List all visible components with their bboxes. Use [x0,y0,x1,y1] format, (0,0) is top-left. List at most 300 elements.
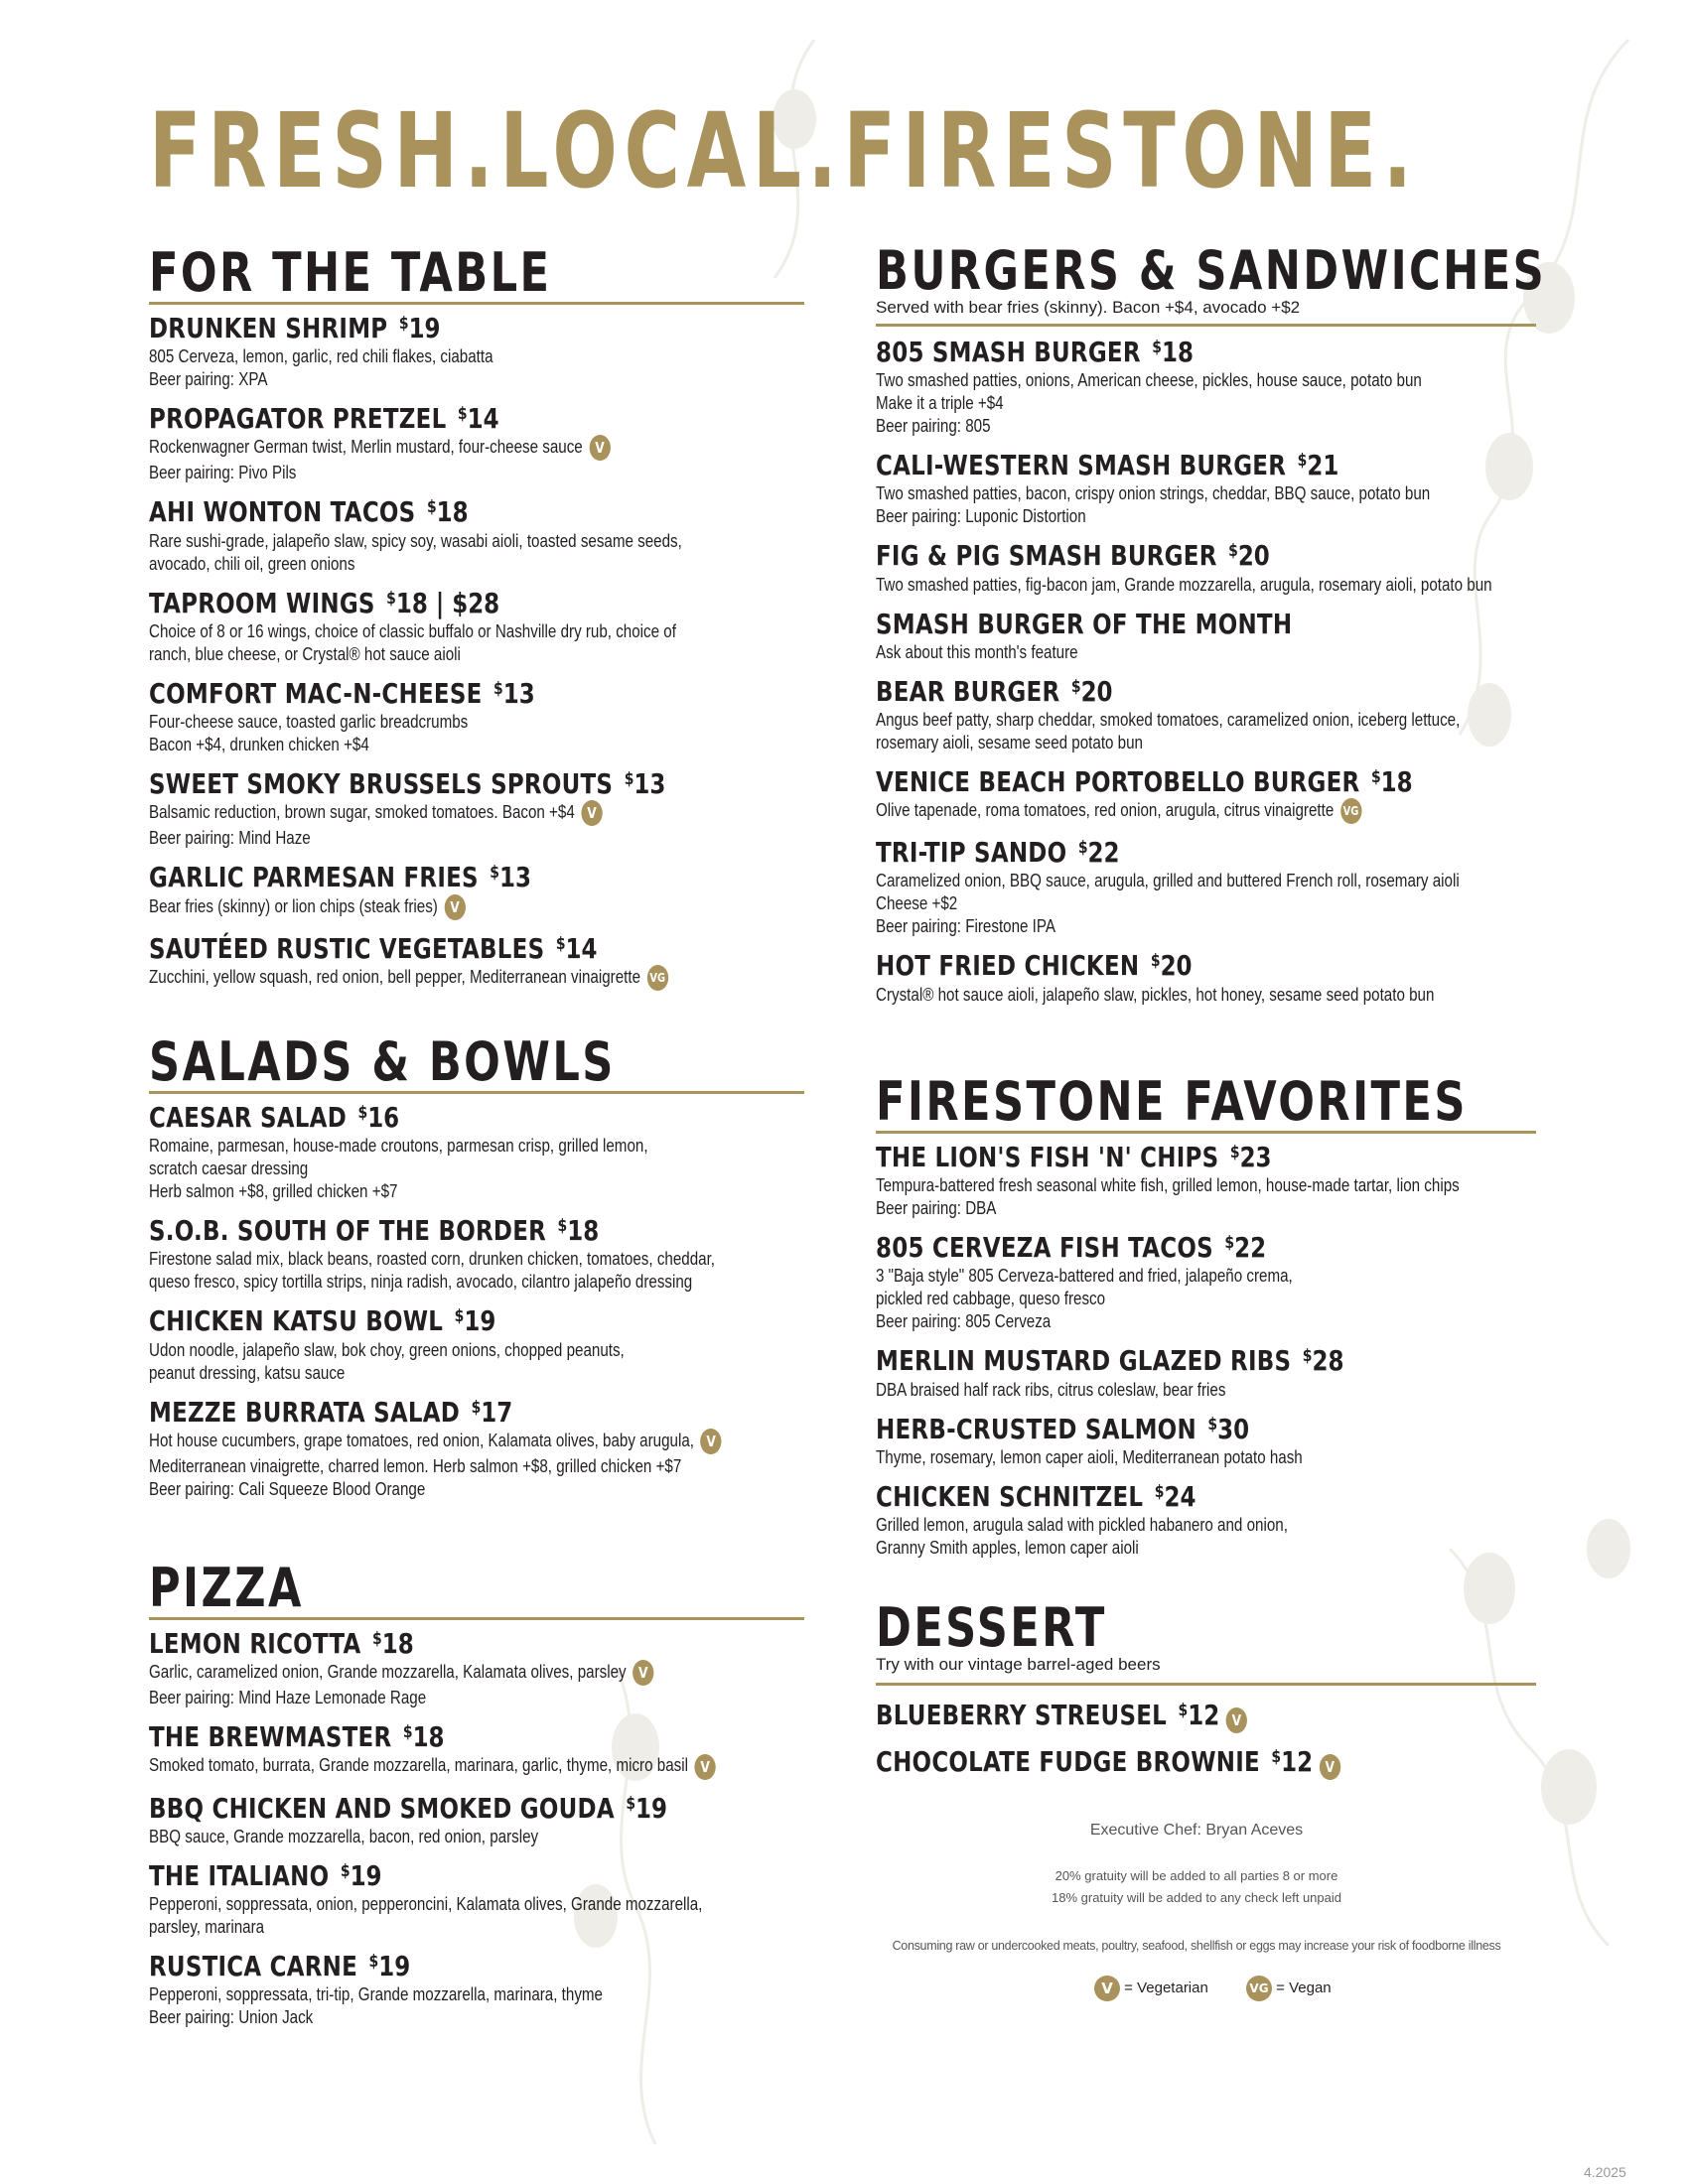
menu-item-description-text: Rare sushi-grade, jalapeño slaw, spicy soy, wasabi aioli, toasted sesame seeds, [149,529,682,551]
menu-item-price-value: 23 [1239,1141,1272,1173]
menu-item-description-text: Beer pairing: Pivo Pils [149,462,297,483]
menu-item-description [876,983,1435,1006]
menu-item-description-text: Caramelized onion, BBQ sauce, arugula, grilled and buttered French roll, rosemary aioli [876,870,1460,891]
menu-item [876,1481,1536,1559]
menu-item [149,862,804,919]
menu-item-header [149,1215,686,1247]
menu-item-price: $22 [1224,1231,1267,1265]
menu-item-name: THE ITALIANO [149,1858,330,1892]
menu-item-price: $19 [626,1791,667,1825]
gratuity-note-2: 18% gratuity will be added to any check left unpaid [1052,1890,1341,1905]
menu-item-description [876,481,1431,504]
menu-item-price: $24 [1154,1479,1196,1513]
menu-item-price-value: 13 [502,676,535,710]
menu-item-price: $19 [398,312,441,344]
vegan-badge-icon: VG [1246,1976,1272,2001]
menu-item-price: $22 [1077,836,1120,870]
menu-item-price-value: 19 [635,1791,667,1825]
menu-item-description [149,1361,686,1384]
menu-item-description-text: Four-cheese sauce, toasted garlic breadcrumbs [149,711,469,733]
vegetarian-badge-icon: V [701,1429,722,1454]
menu-item-name: CHOCOLATE FUDGE BROWNIE [876,1744,1260,1778]
menu-item-description-text: Beer pairing: XPA [149,368,268,390]
menu-item-description [149,367,686,390]
menu-item-price: $16 [357,1101,400,1134]
menu-item-price: $21 [1297,449,1339,482]
menu-item-header [149,496,686,528]
menu-item-name: CAESAR SALAD [149,1101,348,1134]
section-pizza [149,1554,804,2041]
item-list [876,1700,1536,1780]
menu-item-description [876,891,1417,914]
menu-item-header [149,1628,686,1660]
menu-item-header [876,1481,1417,1513]
menu-item-description-text: Grilled lemon, arugula salad with pickled habanero and onion, [876,1513,1288,1535]
menu-item-description [149,642,686,665]
menu-item [149,768,804,849]
section-heading: DESSERT [876,1596,1107,1659]
menu-item-description-text: Zucchini, yellow squash, red onion, bell pepper, Mediterranean vinaigrette [149,965,641,987]
menu-item-description [149,461,686,483]
menu-item-description-text: Beer pairing: Luponic Distortion [876,505,1086,527]
section-heading: SALADS & BOWLS [149,1027,804,1094]
menu-item-name: BBQ CHICKEN AND SMOKED GOUDA [149,1791,615,1825]
foodborne-warning: Consuming raw or undercooked meats, poultry, seafood, shellfish or eggs may increase your risk of foodborne illness [892,1939,1501,1953]
menu-item-header [876,1700,1417,1733]
menu-item-description-text: Make it a triple +$4 [876,392,1004,414]
menu-item-name: SMASH BURGER OF THE MONTH [876,607,1293,640]
menu-item [876,1700,1536,1733]
menu-item-description-text: Beer pairing: Firestone IPA [876,915,1056,937]
menu-item-description [149,800,686,826]
menu-item-description-text: queso fresco, spicy tortilla strips, ninja radish, avocado, cilantro jalapeño dressing [149,1271,693,1293]
menu-item-price-value: 18 [436,495,469,529]
menu-item-price: $30 [1207,1412,1250,1445]
menu-item-description-text: Pepperoni, soppressata, onion, pepperoncini, Kalamata olives, Grande mozzarella, [149,1892,703,1914]
menu-item-description [876,1196,1417,1219]
menu-item-header [876,766,1417,798]
menu-item-price: $18 [402,1720,445,1754]
menu-item-description [149,1982,686,2005]
menu-item-header [876,1345,1417,1377]
menu-item-description-text: Beer pairing: Mind Haze Lemonade Rage [149,1687,427,1708]
menu-item-price-value: 21 [1307,449,1339,482]
menu-item-price: $17 [471,1395,513,1429]
menu-item-description [149,435,686,461]
menu-item [876,1746,1536,1780]
menu-item-description [876,708,1461,731]
menu-item-description-text: Beer pairing: 805 Cerveza [876,1310,1052,1332]
menu-item-description [876,1264,1417,1287]
menu-item-header [149,933,686,965]
menu-item-description [149,1892,703,1915]
menu-item-price: $12 [1271,1744,1314,1778]
menu-item-description-text: Beer pairing: Union Jack [149,2006,314,2028]
vegetarian-badge-icon: V [633,1660,653,1686]
menu-item [149,313,804,390]
menu-item-name: 805 CERVEZA FISH TACOS [876,1231,1213,1265]
menu-item-description [876,1536,1417,1559]
menu-item-description-text: Angus beef patty, sharp cheddar, smoked tomatoes, caramelized onion, iceberg lettuce, [876,708,1461,730]
menu-item-description [876,1309,1417,1332]
menu-item-price-value: 18 | $28 [395,586,500,619]
menu-item [876,609,1536,663]
menu-item-description [149,1270,693,1293]
menu-item-price-value: 17 [481,1395,513,1429]
menu-item-description-text: Balsamic reduction, brown sugar, smoked tomatoes. Bacon +$4 [149,801,575,823]
menu-item-price: $13 [493,676,535,710]
menu-item-description [149,1915,686,1938]
section-heading: BURGERS & SANDWICHES [876,239,1547,302]
menu-item-description-text: Bear fries (skinny) or lion chips (steak fries) [149,894,438,916]
section-salads-bowls [149,1027,804,1513]
menu-item [876,450,1536,527]
menu-item-name: SWEET SMOKY BRUSSELS SPROUTS [149,767,614,801]
legend-vegetarian: = Vegetarian [1124,1979,1208,1996]
menu-item [876,766,1536,824]
menu-item-description [149,710,686,733]
menu-item-description [876,1378,1417,1401]
menu-item-header [149,1793,686,1825]
item-list [149,1628,804,2028]
menu-item-price: $18 [372,1627,414,1660]
menu-item [149,588,804,665]
menu-item-price-value: 19 [350,1858,382,1892]
menu-item-name: PROPAGATOR PRETZEL [149,402,447,436]
menu-item-name: CHICKEN KATSU BOWL [149,1304,444,1338]
menu-item-description-text: Granny Smith apples, lemon caper aioli [876,1536,1139,1558]
menu-item-description-text: Olive tapenade, roma tomatoes, red onion, arugula, citrus vinaigrette [876,799,1335,821]
menu-item-name: CALI-WESTERN SMASH BURGER [876,449,1287,482]
menu-item-price: $19 [454,1304,496,1338]
menu-item-price: $18 [426,495,469,529]
menu-item-description-text: Beer pairing: DBA [876,1197,997,1219]
menu-item-header [149,1102,686,1134]
menu-item-price: $14 [555,931,598,965]
menu-item-header [876,1232,1417,1264]
menu-item-description-text: pickled red cabbage, queso fresco [876,1288,1106,1309]
menu-item-header [149,768,686,800]
menu-item-description [149,1454,686,1477]
menu-item-price: $18 [1152,336,1194,368]
menu-item-description [876,573,1492,596]
menu-item-price-value: 18 [1380,764,1413,798]
menu-item-price-value: 20 [1237,539,1270,573]
section-heading: PIZZA [149,1554,804,1620]
menu-item-price-value: 12 [1188,1699,1220,1731]
menu-item-description [149,1338,686,1361]
menu-item-description-text: DBA braised half rack ribs, citrus coleslaw, bear fries [876,1378,1226,1400]
menu-item-description-text: Beer pairing: 805 [876,415,991,437]
section-for-the-table [149,238,804,1004]
menu-item [149,1215,804,1293]
executive-chef: Executive Chef: Bryan Aceves [1089,1822,1304,1839]
menu-item [149,1951,804,2028]
section-burgers-sandwiches [876,236,1547,1019]
menu-item-price: $18 [557,1214,600,1248]
menu-item-description [149,1247,716,1270]
menu-item-description [149,619,686,642]
menu-item-description-text: Rockenwagner German twist, Merlin mustard, four-cheese sauce [149,436,583,458]
menu-item-description-text: ranch, blue cheese, or Crystal® hot sauce aioli [149,642,461,664]
menu-item-description [149,552,686,575]
menu-item-price: $28 [1302,1344,1344,1378]
menu-item-header [876,950,1417,982]
menu-item-description-text: Beer pairing: Cali Squeeze Blood Orange [149,1477,426,1499]
menu-item-header [876,837,1417,869]
menu-item [149,1793,804,1847]
menu-item-price: $19 [340,1858,382,1892]
menu-item-description-text: Two smashed patties, fig-bacon jam, Grande mozzarella, arugula, rosemary aioli, potato bun [876,573,1492,595]
gratuity-note-1: 20% gratuity will be added to all parties 8 or more [1055,1868,1338,1883]
menu-item-header [876,337,1417,368]
menu-item-name: 805 SMASH BURGER [876,336,1141,368]
menu-item-description-text: Garlic, caramelized onion, Grande mozzarella, Kalamata olives, parsley [149,1661,627,1683]
menu-item-price-value: 14 [565,931,598,965]
legend-vegan: = Vegan [1276,1979,1332,1996]
menu-item-name: BLUEBERRY STREUSEL [876,1699,1168,1731]
menu-item-description [876,391,1417,414]
menu-item-description-text: 805 Cerveza, lemon, garlic, red chili flakes, ciabatta [149,345,493,367]
menu-item-description-text: scratch caesar dressing [149,1158,309,1179]
menu-item-price: $18 | $28 [386,586,500,619]
menu-item-header [149,1305,686,1337]
menu-item [876,950,1536,1005]
menu-item-price-value: 12 [1281,1744,1314,1778]
section-note: Served with bear fries (skinny). Bacon +$4, avocado +$2 [876,298,1536,327]
menu-item-price-value: 19 [408,312,441,344]
menu-item-description-text: Udon noodle, jalapeño slaw, bok choy, green onions, chopped peanuts, [149,1338,625,1360]
menu-item-description-text: Tempura-battered fresh seasonal white fish, grilled lemon, house-made tartar, lion chips [876,1174,1460,1196]
menu-item-description-text: rosemary aioli, sesame seed potato bun [876,731,1143,752]
menu-item-description-text: Pepperoni, soppressata, tri-tip, Grande mozzarella, marinara, thyme [149,1983,603,2005]
vegetarian-badge-icon: V [695,1754,716,1780]
menu-item-name: HOT FRIED CHICKEN [876,949,1140,983]
menu-item-description-text: Choice of 8 or 16 wings, choice of classic buffalo or Nashville dry rub, choice of [149,619,676,641]
vegan-badge-icon: VG [1340,798,1361,824]
vegan-badge-icon: VG [647,965,668,991]
menu-item-description [149,1134,686,1157]
menu-item-header [149,1860,686,1892]
menu-item-price-value: 18 [567,1214,600,1248]
menu-item-name: THE BREWMASTER [149,1720,392,1754]
menu-item [149,1305,804,1383]
section-note: Try with our vintage barrel-aged beers [876,1655,1536,1686]
menu-item [876,1232,1536,1332]
vegetarian-badge-icon: V [444,894,465,920]
menu-item-description [149,529,686,552]
menu-item-description-text: Thyme, rosemary, lemon caper aioli, Mediterranean potato hash [876,1445,1303,1467]
menu-item-description-text: Hot house cucumbers, grape tomatoes, red onion, Kalamata olives, baby arugula, [149,1429,694,1450]
menu-item-name: MERLIN MUSTARD GLAZED RIBS [876,1344,1292,1378]
menu-item-description [149,344,686,367]
menu-item-price: $20 [1070,674,1113,708]
menu-item-description-text: 3 "Baja style" 805 Cerveza-battered and fried, jalapeño crema, [876,1265,1293,1287]
menu-item-price-value: 19 [464,1304,496,1338]
menu-item-description [876,368,1422,391]
menu-item-header [149,588,686,619]
menu-item-description-text: Ask about this month's feature [876,640,1078,662]
menu-item [149,1102,804,1202]
menu-item-description [876,869,1460,891]
menu-item-price-value: 14 [467,402,499,436]
menu-item-price: $20 [1228,539,1270,573]
menu-item-name: VENICE BEACH PORTOBELLO BURGER [876,764,1360,798]
menu-item-price-value: 30 [1217,1412,1250,1445]
menu-item-description-text: Mediterranean vinaigrette, charred lemon. Herb salmon +$8, grilled chicken +$7 [149,1454,682,1476]
vegetarian-badge-icon: V [1094,1976,1120,2001]
badge-legend [1094,1976,1332,2001]
menu-item-header [876,1142,1417,1173]
item-list [149,1102,804,1500]
menu-item-description-text: Smoked tomato, burrata, Grande mozzarella, marinara, garlic, thyme, micro basil [149,1754,688,1776]
menu-item-name: GARLIC PARMESAN FRIES [149,861,479,894]
menu-item-description [149,1477,686,1500]
item-list [876,337,1536,1006]
vegetarian-badge-icon: V [589,435,610,461]
menu-item-description [149,1429,716,1454]
menu-item-header [149,1951,686,1982]
menu-item-description-text: Bacon +$4, drunken chicken +$4 [149,734,369,755]
menu-item-price-value: 18 [381,1627,414,1660]
menu-item-header [149,678,686,710]
menu-item-header [876,609,1417,640]
menu-item [876,837,1536,937]
item-list [149,313,804,991]
menu-item-price-value: 13 [499,861,531,894]
menu-item-name: MEZZE BURRATA SALAD [149,1395,461,1429]
menu-item [149,678,804,755]
menu-item-description [149,965,686,991]
menu-item-name: AHI WONTON TACOS [149,495,416,529]
menu-item-price: $13 [624,767,666,801]
menu-item [876,1414,1536,1468]
section-heading: FOR THE TABLE [149,238,804,305]
menu-item [149,1860,804,1938]
menu-item-description [149,826,686,849]
menu-item-price-value: 28 [1312,1344,1344,1378]
menu-item-description-text: peanut dressing, katsu sauce [149,1361,346,1383]
menu-item-price: $20 [1150,949,1193,983]
menu-item-price-value: 24 [1164,1479,1196,1513]
menu-item-description [876,914,1417,937]
menu-item-name: SAUTÉED RUSTIC VEGETABLES [149,931,545,965]
vegetarian-badge-icon: V [581,800,602,826]
menu-item-description [149,1660,686,1686]
menu-item-name: RUSTICA CARNE [149,1949,358,1982]
menu-item [876,676,1536,753]
menu-item-price-value: 19 [378,1949,411,1982]
item-list [876,1142,1536,1559]
menu-item-description [149,733,686,755]
menu-item-description [876,1513,1417,1536]
menu-item-description-text: Romaine, parmesan, house-made croutons, parmesan crisp, grilled lemon, [149,1135,648,1157]
menu-item-description [149,1179,686,1202]
menu-item-header [876,1746,1417,1780]
menu-item-header [876,450,1417,481]
menu-item [149,933,804,991]
menu-item-description [876,731,1417,753]
menu-item [149,496,804,574]
menu-item [149,403,804,483]
menu-item-description [876,1445,1417,1468]
menu-item [876,540,1536,595]
menu-item [876,1345,1536,1400]
menu-item-price-value: 13 [633,767,666,801]
menu-item-description-text: BBQ sauce, Grande mozzarella, bacon, red onion, parsley [149,1825,539,1846]
menu-item-description-text: avocado, chili oil, green onions [149,552,355,574]
menu-item-header [149,313,686,344]
menu-item-name: TRI-TIP SANDO [876,836,1067,870]
menu-item-name: FIG & PIG SMASH BURGER [876,539,1217,573]
menu-item-name: HERB-CRUSTED SALMON [876,1412,1196,1445]
menu-item-price: $14 [457,402,499,436]
menu-date: 4.2025 [1584,2164,1626,2180]
page-title: FRESH.LOCAL.FIRESTONE. [149,90,1419,211]
menu-item-description [876,798,1417,824]
menu-item [876,337,1536,437]
vegetarian-badge-icon: V [1320,1754,1340,1780]
menu-item-price: $13 [490,861,531,894]
menu-item [149,1397,804,1500]
menu-item-description-text: Cheese +$2 [876,892,958,914]
menu-item-header [149,1397,686,1429]
menu-item-description-text: Two smashed patties, bacon, crispy onion strings, cheddar, BBQ sauce, potato bun [876,482,1431,504]
menu-item-description [876,504,1417,527]
menu-item-price: $18 [1370,764,1413,798]
menu-item-name: LEMON RICOTTA [149,1627,361,1660]
menu-item-name: THE LION'S FISH 'N' CHIPS [876,1141,1219,1173]
menu-item-description-text: Two smashed patties, onions, American cheese, pickles, house sauce, potato bun [876,369,1422,391]
menu-item-description [149,894,686,920]
menu-item-price-value: 22 [1234,1231,1267,1265]
menu-item-description-text: Firestone salad mix, black beans, roasted corn, drunken chicken, tomatoes, cheddar, [149,1248,716,1270]
menu-item-description [149,1825,686,1847]
menu-item-description-text: Crystal® hot sauce aioli, jalapeño slaw, pickles, hot honey, sesame seed potato bun [876,983,1435,1005]
menu-item-description [876,1173,1460,1196]
menu-item-header [876,540,1417,572]
menu-item-header [876,676,1417,708]
menu-item-header [149,403,686,435]
menu-item-description-text: Herb salmon +$8, grilled chicken +$7 [149,1180,398,1202]
menu-item-price: $12 [1178,1699,1220,1731]
menu-item-price-value: 18 [1161,336,1194,368]
menu-item-description [876,640,1417,663]
vegetarian-badge-icon: V [1226,1707,1247,1733]
menu-item-description-text: parsley, marinara [149,1915,265,1937]
menu-item-description [876,1287,1417,1309]
menu-item [149,1628,804,1708]
menu-item-name: CHICKEN SCHNITZEL [876,1479,1144,1513]
menu-item-price: $23 [1229,1141,1272,1173]
menu-item-price-value: 20 [1160,949,1193,983]
menu-item-description-text: Beer pairing: Mind Haze [149,827,311,849]
menu-item-price: $19 [368,1949,411,1982]
section-heading: FIRESTONE FAVORITES [876,1067,1536,1134]
menu-item-price-value: 20 [1080,674,1113,708]
section-dessert [876,1593,1536,1793]
menu-item-name: COMFORT MAC-N-CHEESE [149,676,483,710]
menu-item-price-value: 16 [367,1101,400,1134]
menu-item-name: BEAR BURGER [876,674,1060,708]
menu-item-description [149,1753,710,1779]
menu-item-description [149,2005,686,2028]
menu-item-name: TAPROOM WINGS [149,586,375,619]
menu-item-price-value: 22 [1087,836,1120,870]
menu-item [149,1721,804,1779]
menu-item-price-value: 18 [412,1720,445,1754]
section-firestone-favorites [876,1067,1536,1571]
